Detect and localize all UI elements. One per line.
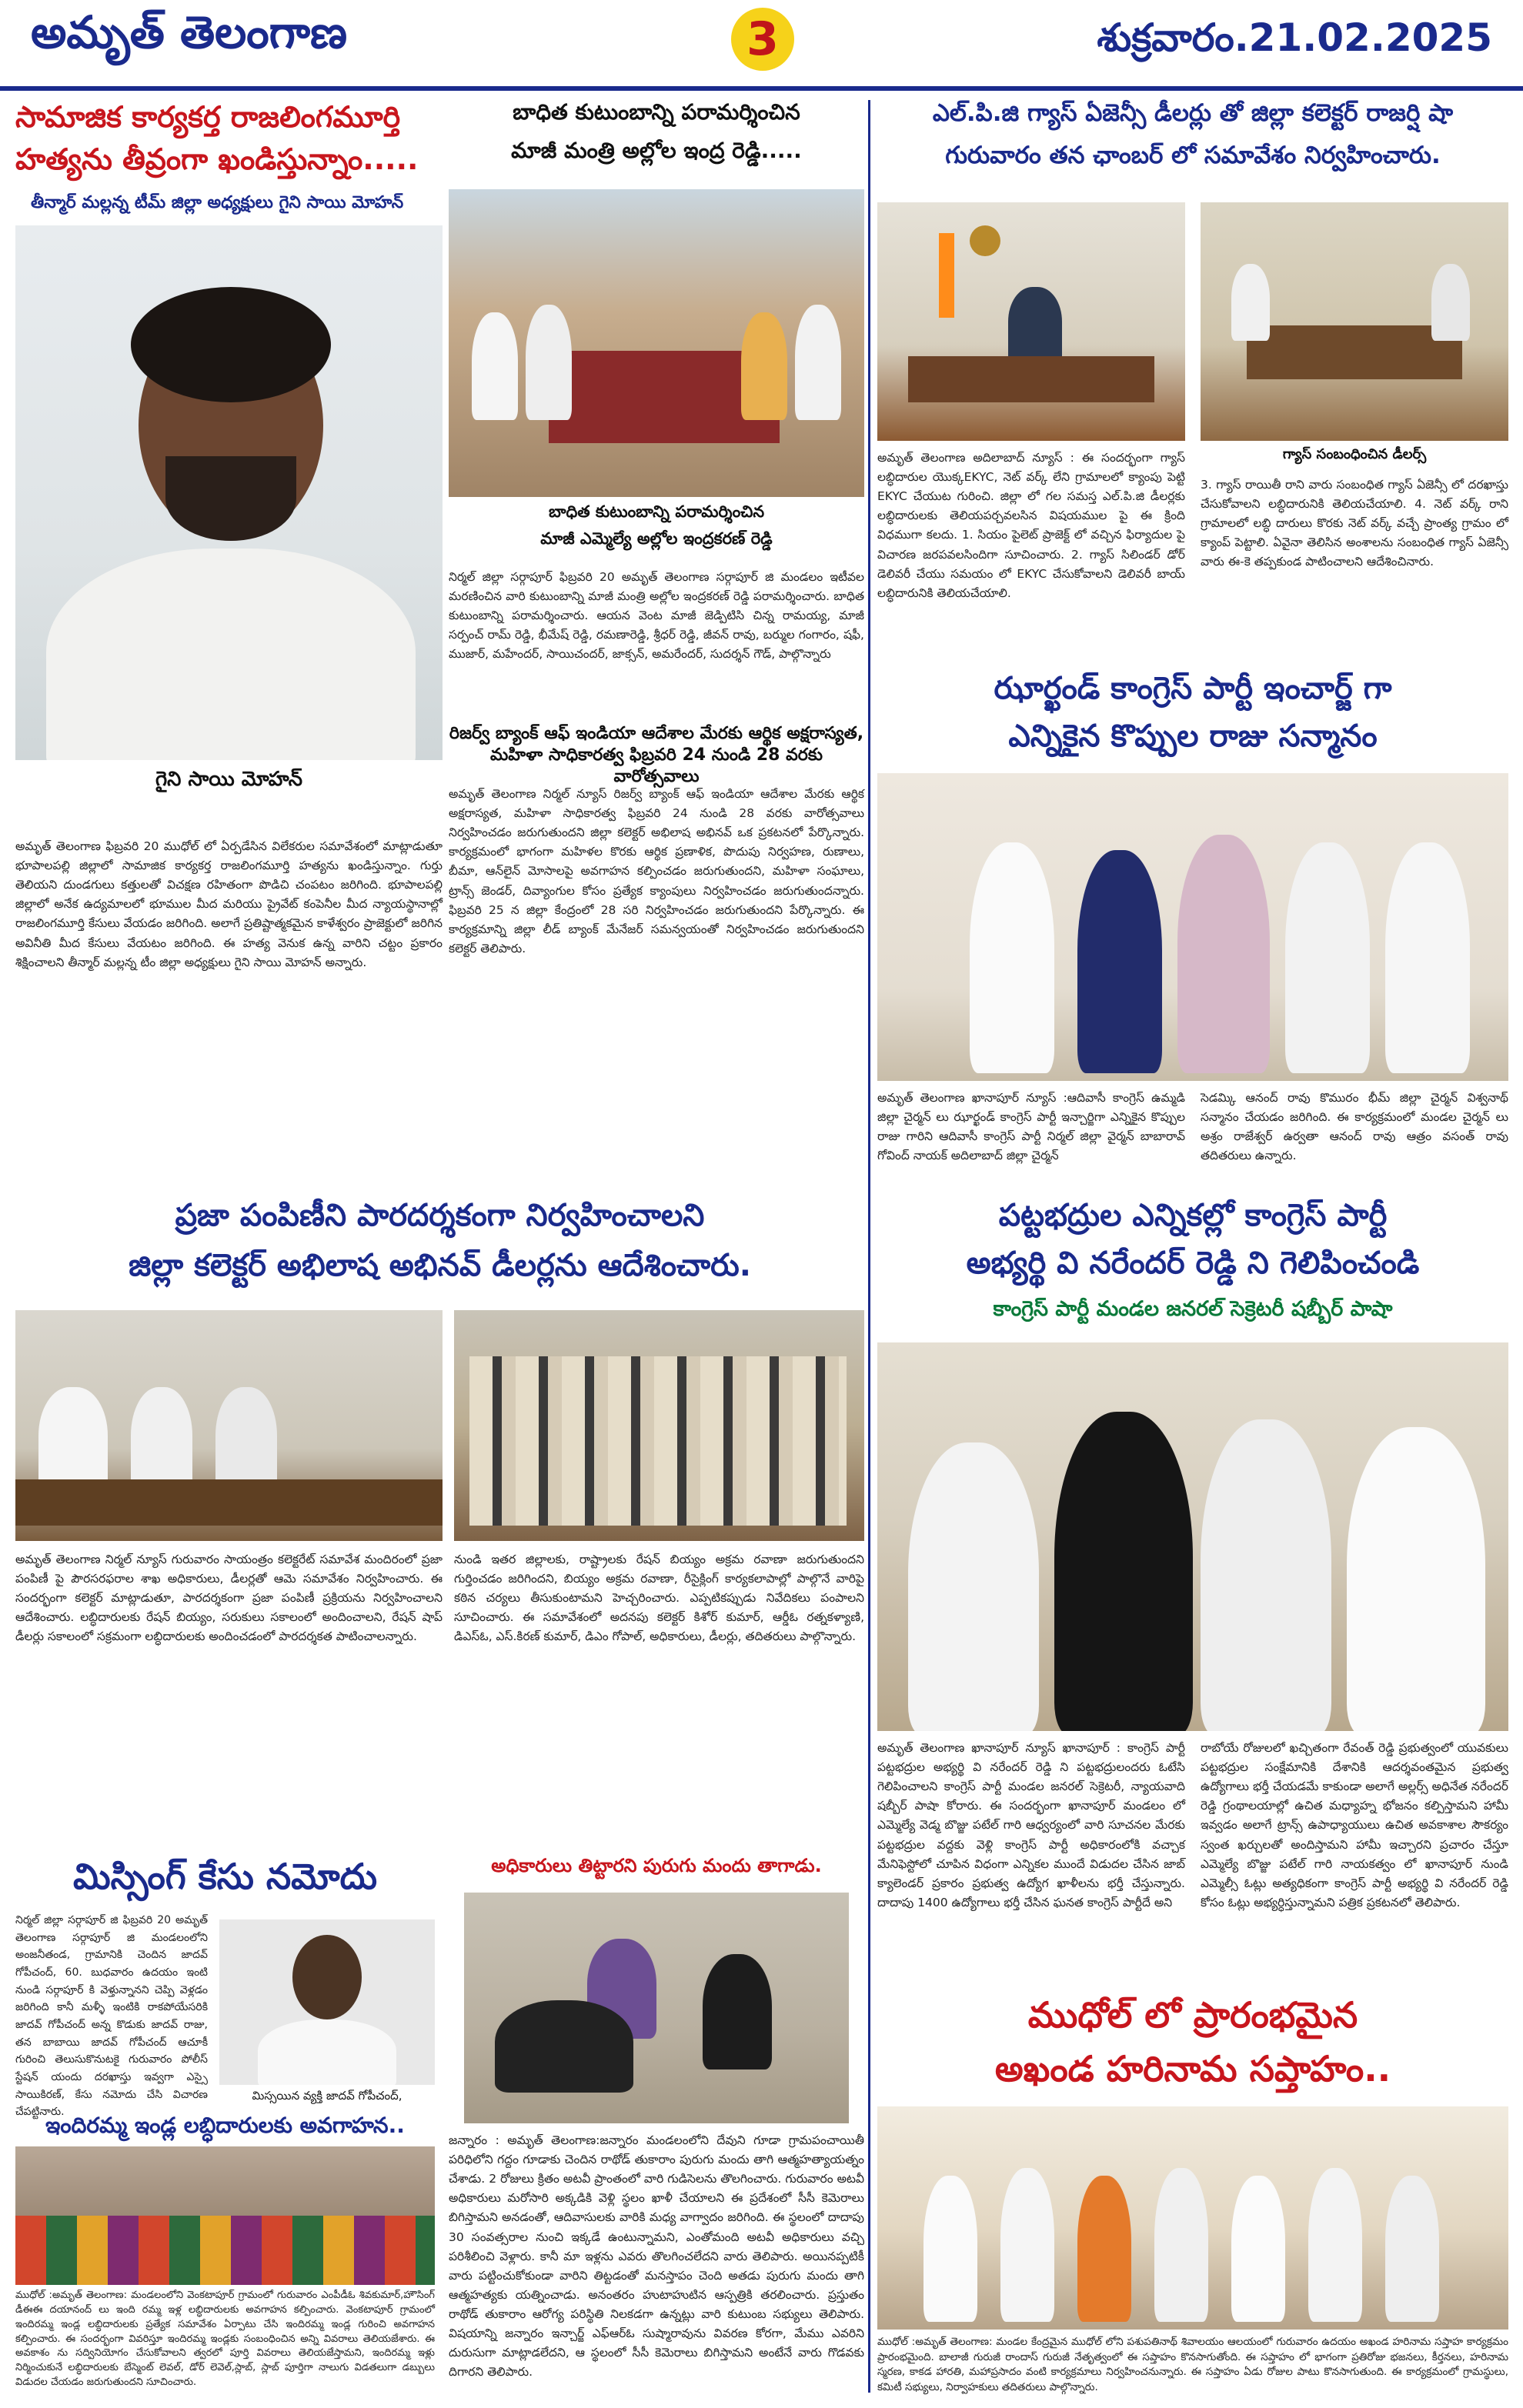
page-number-badge: 3 — [731, 8, 794, 71]
headline-line2: అభ్యర్థి వి నరేందర్ రెడ్డి ని గెలిపించండి — [966, 1246, 1420, 1281]
story-koppula-raju — [877, 669, 1508, 1177]
headline: ఎల్.పి.జి గ్యాస్ ఏజెన్సీ డీలర్లు తో జిల్లా కలెక్టర్ రాజర్షి షా — [932, 99, 1454, 127]
article-body: జన్నారం : అమృత్ తెలంగాణ:జన్నారం మండలంలోని దేవుని గూడా గ్రామపంచాయితీ పరిధిలోని గద్దం గూడాకు చెందిన రాథోడ్ తుకారాం పురుగు మందు తాగి ఆత్మహత్యాయత్నం చేశాడు. 2 రోజులు క్రితం అటవీ ప్రాంతంలో వారి గుడిసెలను తొలగించారు. గురువారం అటవీ అధికారులు మరోసారి అక్కడికి వెళ్లి స్థలం ఖాళీ చేయాలని ఈ ప్రదేశంలో సీసీ కెమెరాలు బిగిస్తామని అనడంతో, ఆదివాసులకు వారికి మధ్య వాగ్వాదం జరిగింది. ఈ స్థలంలో దాదాపు 30 సంవత్సరాల నుంచి ఇక్కడే ఉంటున్నామని, ఎంతోమంది అటవీ అధికారులు వచ్చి పరిశీలించి వెళ్లారు. కానీ మా ఇళ్లను ఎవరు తొలగించలేదని వారు తెలిపారు. అయినప్పటికీ వారు పట్టించుకోకుండా వారిని తిట్టడంతో మనస్తాపం చెంది అతడు పురుగు మందు తాగి ఆత్మహత్యకు యత్నించాడు. అనంతరం హుటాహుటిన ఆస్పత్రికి తరలించారు. ప్రస్తుతం రాథోడ్ తుకారాం ఆరోగ్య పరిస్థితి నిలకడగా ఉన్నట్లు వారి కుటుంబ సభ్యులు తెలిపారు. విషయాన్ని జన్నారం ఇన్చార్జ్ ఎఫ్ఆర్ఓ సుష్మారావును వివరణ కోరగా, మేము ఎవరిని దురుసుగా మాట్లాడలేదని, ఆ స్థలంలో సీసీ కెమెరాలు బిగిస్తామని అంటేనే వారు గొడవకు దిగారని తెలిపారు. — [449, 2133, 864, 2380]
article-body: అమృత్ తెలంగాణ నిర్మల్ న్యూస్ గురువారం సాయంత్రం కలెక్టరేట్ సమావేశ మందిరంలో ప్రజా పంపిణీ పై పౌరసరఫరాల శాఖ అధికారులు, డీలర్లతో ఆమె సమావేశం నిర్వహించారు. ఈ సందర్భంగా కలెక్టర్ మాట్లాడుతూ, పారదర్శకంగా ప్రజా పంపిణీ ప్రక్రియను నిర్వహించాలని ఆదేశించారు. లబ్ధిదారులకు రేషన్ బియ్యం, సరుకులు సకాలంలో అందించాలని, రేషన్ షాప్ డీలర్లు సకాలంలో సక్రమంగా లబ్ధిదారులకు అందించడంలో పారదర్శకత పాటించాలన్నారు. — [15, 1553, 443, 1644]
issue-date: శుక్రవారం.21.02.2025 — [1097, 15, 1492, 60]
masthead — [0, 0, 1523, 91]
visit-photo — [449, 189, 864, 497]
headline-line2: ఎన్నికైన కొప్పుల రాజు సన్మానం — [1008, 719, 1378, 754]
article-body: అమృత్ తెలంగాణ నిర్మల్ న్యూస్ రిజర్వ్ బ్యాంక్ ఆఫ్ ఇండియా ఆదేశాల మేరకు ఆర్థిక అక్షరాస్యత, మహిళా సాధికారత్వ ఫిబ్రవరి 24 నుండి 28 వరకు వారోత్సవాలు నిర్వహించడం జరుగుతుందని జిల్లా కలెక్టర్ అభిలాష అభినవ్ ఒక ప్రకటనలో పేర్కొన్నారు. కార్యక్రమంలో భాగంగా మహిళల కొరకు ఆర్థిక ప్రణాళిక, పొదుపు నిర్వహణ, రుణాలు, బీమా, ఆన్‌లైన్ మోసాలపై అవగాహన కల్పించడం జరుగుతుందని, మహిళా సంఘాలు, ట్రాన్స్ జెండర్, దివ్యాంగుల కోసం ప్రత్యేక క్యాంపులు నిర్వహించడం జరుగుతుందన్నారు. ఫిబ్రవరి 25 న జిల్లా కేంద్రంలో 28 సరి నిర్వహించడం జరుగుతుందని పేర్కొన్నారు. ఈ కార్యక్రమాన్ని జిల్లా లీడ్ బ్యాంక్ మేనేజర్ సమన్వయంతో నిర్వహించడం జరుగుతుందని కలెక్టర్ తెలిపారు. — [449, 787, 864, 956]
headline-line2: మాజీ మంత్రి అల్లోల ఇంద్ర రెడ్డి..... — [511, 138, 802, 163]
photo-caption: బాధిత కుటుంబాన్ని పరామర్శించిన — [548, 502, 765, 521]
paper-name: అమృత్ తెలంగాణ — [31, 6, 347, 58]
article-body: ముధోల్ :అమృత్ తెలంగాణ: మండలంలోని వెంకటాపూర్ గ్రామంలో గురువారం ఎంపీడీఓ శివకుమార్,హౌసింగ్ డీఈఈ దయానంద్ లు ఇంది రమ్మ ఇళ్ల లబ్ధిదారులకు అవగాహన కల్పించారు. వెంకటాపూర్ గ్రామంలో ఇందిరమ్మ ఇండ్ల లబ్ధిదారులకు ప్రత్యేక సమావేశం ఏర్పాటు చేసి ఇందిరమ్మ ఇండ్ల గురించి అవగాహన కల్పించారు. ఈ సందర్భంగా వివరిస్తూ ఇందిరమ్మ ఇండ్లకు సంబంధించిన అన్ని వివరాలు తెలియజేశారు. ఈ అవకాశం ను సద్వినియోగం చేసుకోవాలని త్వరలో పూర్తి వివరాలు తెలియజేస్తామని, ఇందిరమ్మ ఇళ్లు నిర్మించుకునే లబ్ధిదారులకు బేస్మెంట్ లెవల్, డోర్ లెవెల్,స్లాబ్, స్లాబ్ పూర్తిగా నాలుగు విడతలుగా డబ్బులు విడుదల చేయడం జరుగుతుందని సూచించారు. — [15, 2290, 435, 2389]
headline: సామాజిక కార్యకర్త రాజలింగమూర్తి — [15, 100, 401, 134]
headline: ప్రజా పంపిణీని పారదర్శకంగా నిర్వహించాలని — [175, 1198, 705, 1233]
headline-line2: హత్యను తీవ్రంగా ఖండిస్తున్నాం..... — [15, 142, 419, 176]
headline: ముధోల్ లో ప్రారంభమైన — [1027, 1994, 1358, 2036]
article-body: నిర్మల్ జిల్లా సర్గాపూర్ జి ఫిబ్రవరి 20 అమృత్ తెలంగాణ సర్గాపూర్ జి మండలంలోని అంజనీతండ, గ్రామానికి చెందిన జాదవ్ గోపీచంద్, 60. బుధవారం ఉదయం ఇంటి నుండి సర్గాపూర్ కి వెళ్తున్నానని చెప్పి వెళ్లడం జరిగింది కానీ మళ్ళీ ఇంటికి రాకపోయేసరికి జాదవ్ గోపీచంద్ అన్న కొడుకు జాదవ్ రాజు, తన బాబాయి జాదవ్ గోపీచంద్ ఆచూకీ గురించి తెలుసుకొనుటకై గురువారం పోలీస్ స్టేషన్ యందు దరఖాస్తు ఇవ్వగా ఎస్సై సాయికిరణ్, కేసు నమోదు చేసి విచారణ చేపట్టినారు. — [15, 1914, 208, 2119]
column-divider — [868, 100, 870, 2393]
story-rajalingamurthy — [15, 98, 446, 1191]
headline: బాధిత కుటుంబాన్ని పరామర్శించిన — [513, 99, 800, 125]
headline: మిస్సింగ్ కేసు నమోదు — [72, 1856, 377, 1897]
story-graduates-election — [877, 1196, 1508, 1989]
photo-caption: మిస్సయిన వ్యక్తి జాదవ్ గోపీచంద్, — [252, 2089, 402, 2103]
story-missing-case — [15, 1854, 435, 2119]
headline: ఝార్ఖండ్ కాంగ్రెస్ పార్టీ ఇంచార్జ్ గా — [994, 671, 1392, 706]
photo-caption: గ్యాస్ సంబంధించిన డీలర్స్ — [1282, 446, 1427, 462]
subhead: తీన్మార్ మల్లన్న టీమ్ జిల్లా అధ్యక్షులు గైని సాయి మోహన్ — [31, 193, 404, 212]
story-lpg-dealers — [877, 98, 1508, 668]
article-body: అమృత్ తెలంగాణ ఖానాపూర్ న్యూస్ ఖానాపూర్ : కాంగ్రెస్ పార్టీ పట్టభద్రుల అభ్యర్థి వి నరేందర్ రెడ్డి ని పట్టభద్రులందరు ఓటేసి గెలిపించాలని కాంగ్రెస్ పార్టీ మండల జనరల్ సెక్రెటరీ, న్యాయవాది షబ్బీర్ పాషా కోరారు. ఈ సందర్భంగా ఖానాపూర్ మండలం లో ఎమ్మెల్యే వెడ్మ బొజ్జు పటేల్ గారి ఆధ్వర్యంలో వారి సూచనల మేరకు పట్టభద్రుల వద్దకు వెళ్లి కాంగ్రెస్ పార్టీ అధికారంలోకి వచ్చాక మేనిఫెస్టోలో చూపిన విధంగా ఎన్నికల ముందే విడుదల చేసిన జాబ్ క్యాలెండర్ ప్రకారం ప్రభుత్వ ఉద్యోగ ఖాళీలను భర్తీ చేస్తున్నారు. దాదాపు 1400 ఉద్యోగాలు భర్తీ చేసిన ఘనత కాంగ్రెస్ పార్టీదే అని — [877, 1741, 1185, 1909]
article-body: ముధోల్ :అమృత్ తెలంగాణ: మండల కేంద్రమైన ముధోల్ లోని పశుపతినాథ్ శివాలయం ఆలయంలో గురువారం ఉదయం అఖండ హరినామ సప్తాహ కార్యక్రమం ప్రారంభమైంది. బాలాజీ గురుజీ రాందాస్ గురుజీ నేతృత్వంలో ఈ సప్తాహం కొనసాగుతోంది. ఈ సప్తాహం లో భాగంగా ప్రతిరోజు భజనలు, కీర్తనలు, హరినామ స్మరణ, కాకడ హారతి, మహాప్రసాదం వంటి కార్యక్రమాలు నిర్వహించనున్నారు. ఈ సప్తాహం ఏడు రోజుల పాటు కొనసాగుతుంది. ఈ కార్యక్రమంలో గ్రామస్థులు, కమిటీ సభ్యులు, నిర్వాహకులు తదితరులు పాల్గొన్నారు. — [877, 2336, 1508, 2393]
story-harinama-saptaham — [877, 1993, 1508, 2404]
headline-line2: అఖండ హరినామ సప్తాహం.. — [994, 2048, 1391, 2089]
article-body-right: నుండి ఇతర జిల్లాలకు, రాష్ట్రాలకు రేషన్ బియ్యం అక్రమ రవాణా జరుగుతుందని గుర్తించడం జరిగిందని, బియ్యం అక్రమ రవాణా, రీసైక్లింగ్ కార్యకలాపాల్లో పాల్గొనే వారిపై కఠిన చర్యలు తీసుకుంటామని హెచ్చరించారు. ఎప్పటికప్పుడు నివేదికలు పంపాలని సూచించారు. ఈ సమావేశంలో అదనపు కలెక్టర్ కిశోర్ కుమార్, ఆర్డీఓ రత్నకళ్యాణి, డిఎస్ఓ, ఎస్.కిరణ్ కుమార్, డిఎం గోపాల్, అధికారులు, డీలర్లు, తదితరులు పాల్గొన్నారు. — [454, 1553, 864, 1644]
article-body: అమృత్ తెలంగాణ అదిలాబాద్ న్యూస్ : ఈ సందర్భంగా గ్యాస్ లబ్ధిదారుల యొక్కEKYC, నెట్ వర్క్ లేని గ్రామాలలో క్యాంపు పెట్టి EKYC చేయుట గురించి. జిల్లా లో గల సమస్త ఎల్.పి.జి డీలర్లకు లబ్ధిదారులకు తెలియపర్చవలసిన విషయముల పై ఈ క్రింది విధముగా కలదు. 1. సియం పైలెట్ ప్రాజెక్ట్ లో వచ్చిన ఫిర్యాదుల పై విచారణ జరపవలసిందిగా సూచించారు. 2. గ్యాస్ సిలిండర్ డోర్ డెలివరీ చేయు సమయం లో EKYC చేసుకోవాలని డెలివరీ బాయ్ లబ్ధిదారునికి తెలియచేయాలి. — [877, 451, 1185, 600]
article-body-right: సెడమ్కి ఆనంద్ రావు కొమురం భీమ్ జిల్లా చైర్మన్ విశ్వనాథ్ సన్మానం చేయడం జరిగింది. ఈ కార్యక్రమంలో మండల చైర్మన్ లు అశ్రం రాజేశ్వర్ ఉర్వతా ఆనంద్ రావు ఆత్రం వసంత్ రావు తదితరులు ఉన్నారు. — [1201, 1091, 1508, 1163]
story-indiramma-houses — [15, 2112, 435, 2404]
headline: అధికారులు తిట్టారని పురుగు మందు తాగాడు. — [491, 1855, 822, 1876]
beneficiaries-photo — [15, 2146, 435, 2285]
bhajan-photo — [877, 2106, 1508, 2330]
story-public-distribution — [15, 1196, 864, 1850]
chamber-photo — [877, 202, 1185, 441]
victim-photo — [464, 1893, 849, 2123]
article-body-right: 3. గ్యాస్ రాయితీ రాని వారు సంబంధిత గ్యాస్ ఏజెన్సీ లో దరఖాస్తు చేసుకోవాలని లబ్ధిదారునికి తెలియచేయాలి. 4. నెట్ వర్క్ రాని గ్రామాలలో లబ్ధి దారులు కొరకు నెట్ వర్క్ వచ్చే ప్రాంత్య గ్రామం లో క్యాంప్ పెట్టాలి. ఏవైనా తెలిసిన అంశాలను సంబంధిత గ్యాస్ ఏజెన్సీ వారు ఈ-కె తప్పకుండ పాటించాలని ఆదేశించినారు. — [1201, 478, 1508, 569]
article-body-right: రాబోయే రోజులలో ఖచ్చితంగా రేవంత్ రెడ్డి ప్రభుత్వంలో యువకులు పట్టభద్రుల సంక్షేమానికి దేశానికి ఆదర్శవంతమైన ప్రభుత్వ ఉద్యోగాలు భర్తీ చేయడమే కాకుండా అలాగే అల్లర్స్ అధినేత నరేందర్ రెడ్డి గ్రంథాలయాల్లో ఉచిత మధ్యాహ్న భోజనం కల్పిస్తామని హామీ ఇవ్వడం అలాగే ట్రాన్స్ ఉపాధ్యాయులు ఉచిత అవకాశాల సౌకర్యం స్వంత ఖర్చులతో అందిస్తామని హామీ ఇచ్చారని ప్రచారం చేస్తూ ఎమ్మెల్యే బొజ్జు పటేల్ గారి నాయకత్వం లో ఖానాపూర్ నుండి ఎమ్మెల్సీ ఓట్లు అత్యధికంగా కాంగ్రెస్ పార్టీ అభ్యర్థి వి నరేందర్ రెడ్డి కోసం ఓట్లు అభ్యర్ధిస్తున్నామని పత్రిక ప్రకటనలో తెలిపారు. — [1201, 1741, 1508, 1909]
candidate-photo — [877, 1342, 1508, 1731]
article-body: నిర్మల్ జిల్లా సర్గాపూర్ ఫిబ్రవరి 20 అమృత్ తెలంగాణ సర్గాపూర్ జి మండలం ఇటీవల మరణించిన వారి కుటుంబాన్ని మాజీ మంత్రి అల్లోల ఇంద్రకరణ్ రెడ్డి పరామర్శించారు. బాధిత కుటుంబాన్ని పరామర్శించారు. ఆయన వెంట మాజీ జెడ్పిటిసి చిన్న రామయ్య, మాజీ సర్పంచ్ రామ్ రెడ్డి, భీమేష్ రెడ్డి, రమణారెడ్డి, శ్రీధర్ రెడ్డి, జీవన్ రావు, బర్ముల గంగారం, షఫీ, ముజార్, మహేందర్, సాయిచందర్, జాక్సన్, అమరేందర్, సుదర్శన్ గౌడ్, పాల్గొన్నారు — [449, 570, 864, 662]
dealers-photo — [1201, 202, 1508, 441]
article-body: అమృత్ తెలంగాణ ఖానాపూర్ న్యూస్ :ఆదివాసీ కాంగ్రెస్ ఉమ్మడి జిల్లా చైర్మన్ లు ఝార్ఖండ్ కాంగ్రెస్ పార్టీ ఇన్చార్జిగా ఎన్నికైన కొప్పుల రాజు గారిని ఆదివాసీ కాంగ్రెస్ పార్టీ నిర్మల్ జిల్లా వైర్మన్ బాబారావ్ గోవింద్ నాయక్ అదిలాబాద్ జిల్లా చైర్మన్ — [877, 1091, 1185, 1163]
dealers-meeting-photo — [454, 1310, 864, 1541]
felicitation-photo — [877, 773, 1508, 1081]
headline: ఇందిరమ్మ ఇండ్ల లబ్ధిదారులకు అవగాహన.. — [45, 2113, 405, 2138]
portrait-photo — [15, 225, 443, 760]
subhead: కాంగ్రెస్ పార్టీ మండల జనరల్ సెక్రెటరీ షబ్బీర్ పాషా — [993, 1297, 1393, 1321]
story-pesticide — [449, 1854, 864, 2400]
photo-caption-line2: మాజీ ఎమ్మెల్యే అల్లోల ఇంద్రకరణ్ రెడ్డి — [540, 529, 773, 548]
headline-line2: జిల్లా కలెక్టర్ అభిలాష అభినవ్ డీలర్లను ఆదేశించారు. — [129, 1248, 751, 1283]
headline-line2: గురువారం తన ఛాంబర్ లో సమావేశం నిర్వహించారు. — [945, 142, 1441, 169]
meeting-photo — [15, 1310, 443, 1541]
headline: రిజర్వ్ బ్యాంక్ ఆఫ్ ఇండియా ఆదేశాల మేరకు ఆర్థిక అక్షరాస్యత, మహిళా సాధికారత్వ ఫిబ్రవరి 24 నుండి 28 వరకు వారోత్సవాలు — [449, 724, 864, 787]
story-rbi-literacy — [449, 723, 864, 1185]
story-indrakaran — [449, 98, 864, 722]
photo-caption: గైని సాయి మోహన్ — [155, 768, 302, 791]
headline: పట్టభద్రుల ఎన్నికల్లో కాంగ్రెస్ పార్టీ — [998, 1198, 1388, 1233]
missing-person-photo — [219, 1919, 435, 2085]
article-body: అమృత్ తెలంగాణ ఫిబ్రవరి 20 ముధోల్ లో ఏర్పడేసిన విలేకరుల సమావేశంలో మాట్లాడుతూ భూపాలపల్లి జిల్లాలో సామాజిక కార్యకర్త రాజలింగమూర్తి హత్యను ఖండిస్తున్నాం. గుర్తు తెలియని దుండగులు కత్తులతో విచక్షణ రహితంగా పొడిచి చంపటం జరిగింది. భూపాలపల్లి జిల్లాలో అనేక ఉద్యమాలలో భూముల మీద మరియు ప్రైవేట్ కంపెనీల మీద న్యాయస్థానాల్లో రాజలింగమూర్తి కేసులు వేయడం జరిగింది. అలాగే ప్రతిష్టాత్మకమైన కాళేశ్వరం ప్రాజెక్టులో జరిగిన అవినీతి మీద కేసులు వేయటం జరిగింది. ఈ హత్య వెనుక ఉన్న వారిని చట్టం ప్రకారం శిక్షించాలని తీన్మార్ మల్లన్న టీం జిల్లా అధ్యక్షులు గైని సాయి మోహన్ అన్నారు. — [15, 839, 443, 969]
